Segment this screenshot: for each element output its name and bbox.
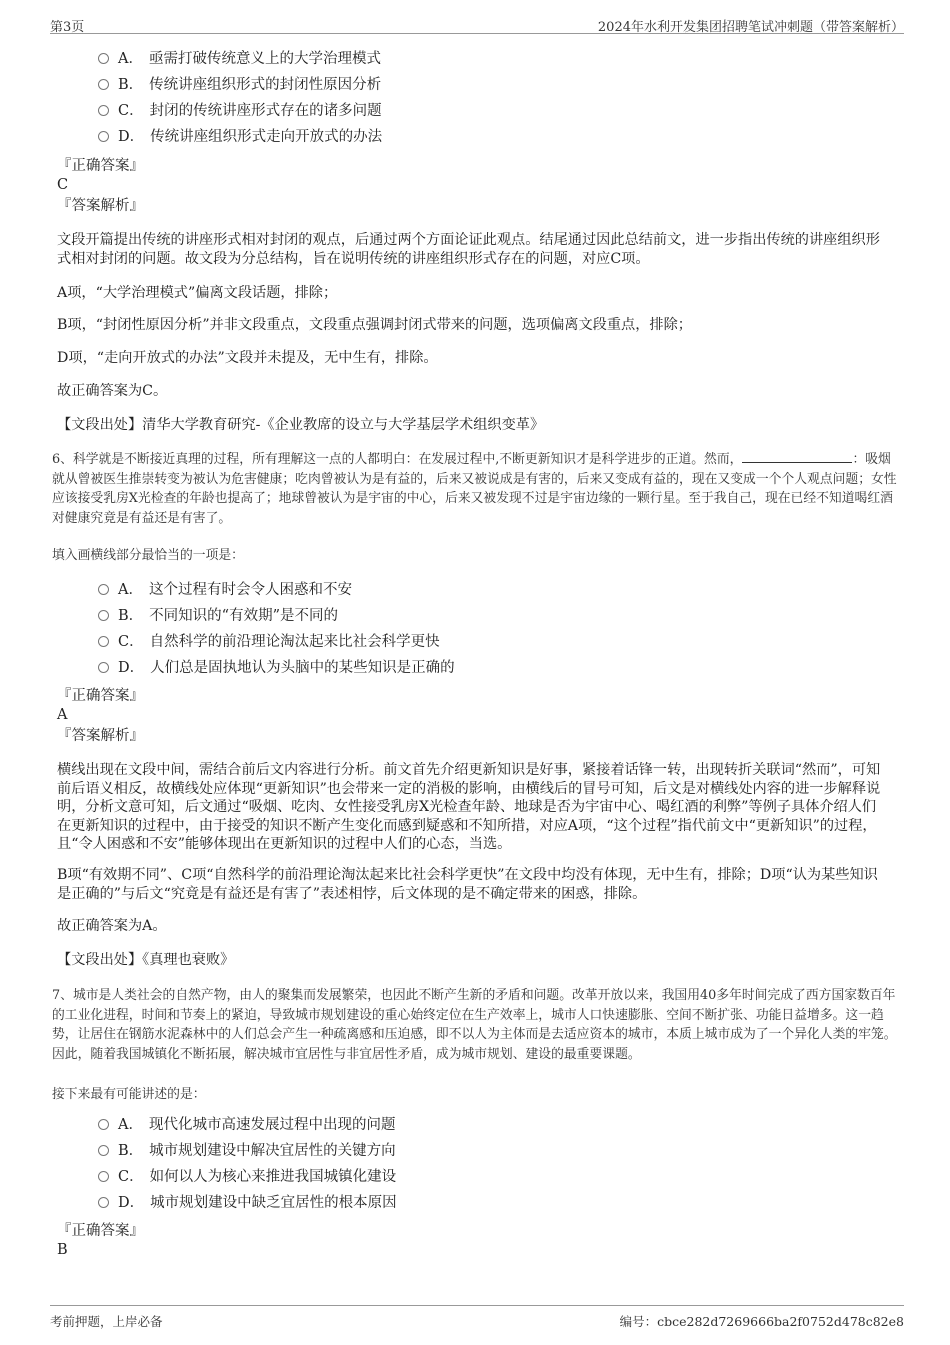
answer-value: C: [57, 177, 69, 193]
analysis-paragraph: 横线出现在文段中间，需结合前后文内容进行分析。前文首先介绍更新知识是好事，紧接着话锋一转，出现转折关联词“然而”，可知前后语义相反，故横线处应体现“更新知识”也会带来一定的消极的影响，由横线后的冒号可知，后文是对横线处内容的进一步解释说明，分析文意可知，后文通过“吸烟、吃肉、女性接受乳房X光检查年龄、地球是否为宇宙中心、喝红酒的利弊”等例子具体介绍人们在更新知识的过程中，由于接受的知识不断产生变化而感到疑惑和不知所措，对应A项，“这个过程”指代前文中“更新知识”的过程，且“令人困惑和不安”能够体现出在更新知识的过程中人们的心态，当选。: [57, 762, 881, 852]
fill-blank: [742, 451, 852, 463]
radio-icon[interactable]: [98, 1119, 109, 1130]
analysis-conclusion: 故正确答案为A。: [57, 918, 167, 934]
footer-slogan: 考前押题，上岸必备: [50, 1314, 163, 1329]
analysis-paragraph: B项，“封闭性原因分析”并非文段重点，文段重点强调封闭式带来的问题，选项偏离文段重点，排除；: [57, 317, 692, 333]
radio-icon[interactable]: [98, 79, 109, 90]
radio-icon[interactable]: [98, 636, 109, 647]
option-5-a[interactable]: A． 亟需打破传统意义上的大学治理模式: [98, 48, 381, 70]
option-5-d[interactable]: D． 传统讲座组织形式走向开放式的办法: [98, 126, 382, 148]
page-header: [50, 14, 904, 34]
analysis-label: 『答案解析』: [57, 198, 144, 214]
analysis-paragraph: 文段开篇提出传统的讲座形式相对封闭的观点，后通过两个方面论证此观点。结尾通过因此总结前文，进一步指出传统的讲座组织形式相对封闭的问题。故文段为分总结构，旨在说明传统的讲座组织形式存在的问题，对应C项。: [57, 232, 880, 267]
question-7-stem: 7、城市是人类社会的自然产物，由人的聚集而发展繁荣，也因此不断产生新的矛盾和问题。改革开放以来，我国用40多年时间完成了西方国家数百年的工业化进程，时间和节奏上的紧迫，导致城市规划建设的重心始终定位在生产效率上，城市人口快速膨胀、空间不断扩张、功能日益增多。这一趋势，让居住在钢筋水泥森林中的人们总会产生一种疏离感和压迫感，即不以人为主体而是去适应资本的城市，本质上城市成为了一个异化人类的牢笼。因此，随着我国城镇化不断拓展，解决城市宜居性与非宜居性矛盾，成为城市规划、建设的最重要课题。: [52, 988, 897, 1062]
option-7-a[interactable]: A． 现代化城市高速发展过程中出现的问题: [98, 1114, 395, 1136]
answer-label: 『正确答案』: [57, 688, 144, 704]
radio-icon[interactable]: [98, 584, 109, 595]
question-6-prompt: 填入画横线部分最恰当的一项是：: [52, 548, 244, 563]
option-6-c[interactable]: C． 自然科学的前沿理论淘汰起来比社会科学更快: [98, 631, 440, 653]
option-6-d[interactable]: D． 人们总是固执地认为头脑中的某些知识是正确的: [98, 657, 455, 679]
radio-icon[interactable]: [98, 53, 109, 64]
radio-icon[interactable]: [98, 1145, 109, 1156]
radio-icon[interactable]: [98, 610, 109, 621]
option-7-c[interactable]: C． 如何以人为核心来推进我国城镇化建设: [98, 1166, 396, 1188]
radio-icon[interactable]: [98, 105, 109, 116]
analysis-paragraph: B项“有效期不同”、C项“自然科学的前沿理论淘汰起来比社会科学更快”在文段中均没有体现，无中生有，排除；D项“认为某些知识是正确的”与后文“究竟是有益还是有害了”表述相悖，后文体现的是不确定带来的困惑，排除。: [57, 867, 878, 902]
analysis-paragraph: D项，“走向开放式的办法”文段并未提及，无中生有，排除。: [57, 350, 438, 366]
analysis-conclusion: 故正确答案为C。: [57, 383, 168, 399]
radio-icon[interactable]: [98, 1197, 109, 1208]
page-footer: [50, 1305, 904, 1327]
option-5-c[interactable]: C． 封闭的传统讲座形式存在的诸多问题: [98, 100, 382, 122]
radio-icon[interactable]: [98, 662, 109, 673]
answer-value: B: [57, 1242, 68, 1258]
analysis-label: 『答案解析』: [57, 728, 144, 744]
answer-value: A: [57, 707, 68, 723]
document-code: 编号：cbce282d7269666ba2f0752d478c82e8: [619, 1314, 904, 1329]
analysis-paragraph: A项，“大学治理模式”偏离文段话题，排除；: [57, 285, 338, 301]
option-6-a[interactable]: A． 这个过程有时会令人困惑和不安: [98, 579, 352, 601]
question-6-stem: 6、科学就是不断接近真理的过程，所有理解这一点的人都明白：在发展过程中,不断更新知识才是科学进步的正道。然而， ：吸烟就从曾被医生推崇转变为被认为危害健康；吃肉曾被认为是有益的，后来又被说成是有害的，后来又变成有益的，现在又变成一个个人观点问题；女性应该接受乳房X光检查的年龄也提高了；地球曾被认为是宇宙的中心，后来又被发现不过是宇宙边缘的一颗行星。至于我自己，现在已经不知道喝红酒对健康究竟是有益还是有害了。: [52, 452, 897, 526]
answer-label: 『正确答案』: [57, 1223, 144, 1239]
page-number: 第3页: [50, 20, 85, 35]
option-7-b[interactable]: B． 城市规划建设中解决宜居性的关键方向: [98, 1140, 396, 1162]
answer-label: 『正确答案』: [57, 158, 144, 174]
question-7-prompt: 接下来最有可能讲述的是：: [52, 1087, 206, 1102]
document-title: 2024年水利开发集团招聘笔试冲刺题（带答案解析）: [597, 20, 904, 35]
radio-icon[interactable]: [98, 1171, 109, 1182]
option-7-d[interactable]: D． 城市规划建设中缺乏宜居性的根本原因: [98, 1192, 397, 1214]
radio-icon[interactable]: [98, 131, 109, 142]
option-5-b[interactable]: B． 传统讲座组织形式的封闭性原因分析: [98, 74, 381, 96]
option-6-b[interactable]: B． 不同知识的“有效期”是不同的: [98, 605, 338, 627]
source-citation: 【文段出处】《真理也衰败》: [57, 952, 235, 968]
source-citation: 【文段出处】清华大学教育研究-《企业教席的设立与大学基层学术组织变革》: [57, 417, 545, 433]
